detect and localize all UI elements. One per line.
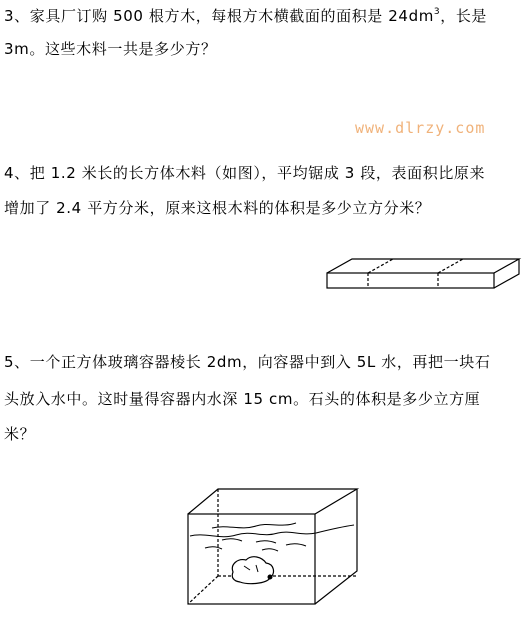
problem-5-line-1: 5、一个正方体玻璃容器棱长 2dm，向容器中到入 5L 水，再把一块石 (4, 353, 491, 371)
superscript-3: 3 (433, 7, 441, 17)
cuboid-front-face (327, 273, 494, 288)
watermark: www.dlrzy.com (355, 119, 486, 137)
problem-3-line-1 (4, 6, 487, 29)
stone (232, 557, 273, 584)
problem-3-suffix: ，长是 (440, 7, 488, 25)
cut-line-2-top (438, 259, 463, 273)
container-front-face (188, 514, 315, 604)
problem-4-line-1: 4、把 1.2 米长的长方体木料（如图），平均锯成 3 段，表面积比原来 (4, 164, 486, 182)
cut-line-1-top (368, 259, 393, 273)
container-top-face (188, 489, 357, 514)
container-hidden-edges (188, 489, 357, 604)
problem-3-line-2: 3m。这些木料一共是多少方？ (4, 40, 217, 58)
cuboid-top-face (327, 259, 519, 273)
problem-5-line-2: 头放入水中。这时量得容器内水深 15 cm。石头的体积是多少立方厘 (4, 390, 481, 408)
cuboid-right-face (494, 259, 519, 288)
problem-4-line-2: 增加了 2.4 平方分米，原来这根木料的体积是多少立方分米？ (4, 199, 431, 217)
problem-3-text: 3、家具厂订购 500 根方木，每根方木横截面的面积是 24dm (4, 7, 434, 25)
container-right-face (315, 489, 357, 604)
problem-5-line-3: 米？ (4, 425, 36, 443)
water-surface (190, 523, 354, 551)
